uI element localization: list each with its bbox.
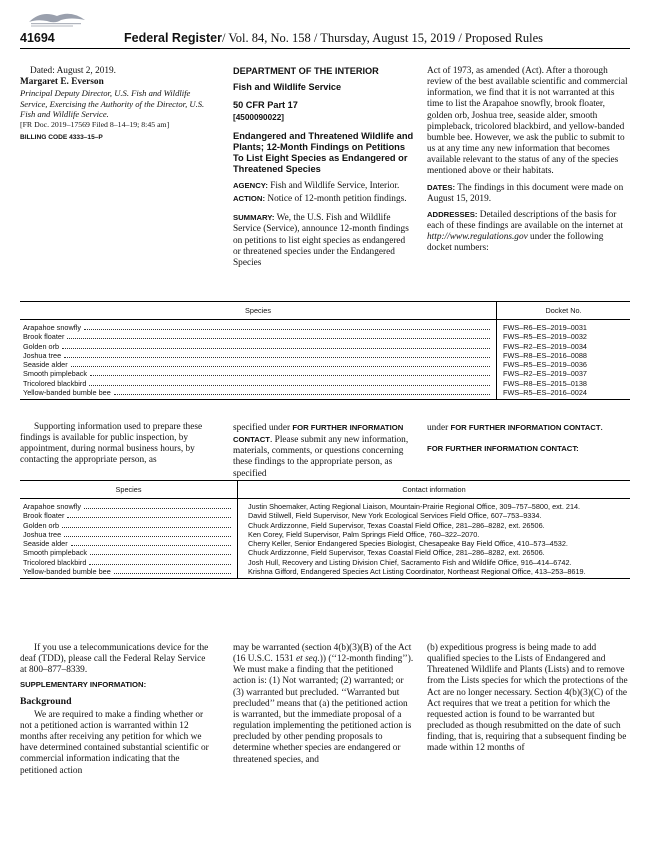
docket-species-cell: Seaside alder (23, 360, 68, 370)
contact-info-cell: Cherry Keller, Senior Endangered Species Biologist, Chesapeake Bay Field Office, 410–573–4532. (248, 539, 568, 549)
docket-species-cell: Tricolored blackbird (23, 378, 87, 388)
middle-text-col2: specified under FOR FURTHER INFORMATION CONTACT. Please submit any new information, materials, comments, or questions concerning these findings to the appropriate person, as specified (233, 423, 409, 479)
middle-text-col3: under FOR FURTHER INFORMATION CONTACT. FOR FURTHER INFORMATION CONTACT: (427, 422, 630, 454)
signature-block (20, 66, 213, 143)
eagle-seal-icon (27, 8, 87, 28)
docket-id: [4500090022] (233, 113, 284, 123)
middle-text-col1: Supporting information used to prepare these findings is available for public inspection, by appointment, during normal business hours, by contacting the appropriate person, as (20, 422, 203, 466)
supplementary-label: SUPPLEMENTARY INFORMATION: (20, 680, 147, 690)
contact-info-header: Contact information (238, 481, 631, 499)
contact-species-cell: Tricolored blackbird (23, 557, 87, 567)
docket-row (20, 360, 630, 369)
docket-row (20, 388, 630, 400)
summary-field: SUMMARY: We, the U.S. Fish and Wildlife Service (Service), announce 12-month findings on petitions to list eight species as endangered or threatened species under the Endangered Species (233, 213, 409, 268)
contact-species-cell: Seaside alder (23, 539, 68, 549)
contact-row (20, 511, 630, 520)
regulations-link[interactable]: http://www.regulations.gov (427, 232, 528, 243)
rule-title: Endangered and Threatened Wildlife and Plants; 12-Month Findings on Petitions To List Eight Species as Endangered or Threatened Species (233, 130, 414, 174)
contact-heading: FOR FURTHER INFORMATION CONTACT: (427, 444, 579, 454)
contact-species-cell: Yellow-banded bumble bee (23, 567, 111, 577)
docket-row (20, 369, 630, 378)
docket-number-cell: FWS–R2–ES–2019–0034 (503, 341, 587, 351)
contact-row (20, 548, 630, 557)
department-name: DEPARTMENT OF THE INTERIOR (233, 66, 379, 76)
agency-label: AGENCY: (233, 181, 268, 190)
dates-field: DATES: The findings in this document were made on August 15, 2019. (427, 182, 624, 204)
contact-info-cell: Chuck Ardizzonne, Field Supervisor, Texas Coastal Field Office, 281–286–8282, ext. 26506. (248, 520, 545, 530)
contact-row (20, 521, 630, 530)
docket-table (20, 301, 630, 400)
action-field: ACTION: Notice of 12-month petition findings. (233, 194, 407, 205)
docket-species-cell: Joshua tree (23, 350, 62, 360)
contact-info-cell: Josh Hull, Recovery and Listing Division Chief, Sacramento Fish and Wildlife Office, 916–414–6742. (248, 557, 572, 567)
dates-label: DATES: (427, 182, 456, 192)
docket-row (20, 320, 630, 333)
contact-info-cell: Chuck Ardizzonne, Field Supervisor, Texas Coastal Field Office, 281–286–8282, ext. 26506. (248, 548, 545, 558)
dated-line: Dated: August 2, 2019. (30, 66, 116, 76)
background-paragraph: We are required to make a finding whether or not a petitioned action is warranted within 12 months after receiving any petition for which we have determined contained substantial scientific or commercial information indicating that the petitioned action (20, 709, 209, 776)
summary-label: SUMMARY: (233, 213, 275, 223)
rule-heading-column (233, 66, 415, 269)
contact-species-header: Species (20, 481, 238, 499)
contact-table (20, 480, 630, 579)
contact-info-cell: Krishna Gifford, Endangered Species Act Listing Coordinator, Northeast Regional Office, 413–253–8619. (238, 567, 631, 579)
docket-number-cell: FWS–R6–ES–2019–0031 (503, 323, 587, 332)
authenticated-gpo-logo (27, 8, 87, 28)
addresses-field: ADDRESSES: Detailed descriptions of the basis for each of these findings are available on the internet at http://www.regulations.gov under the following docket numbers: (427, 209, 623, 254)
docket-number-cell: FWS–R2–ES–2019–0037 (503, 369, 587, 379)
cfr-part: 50 CFR Part 17 (233, 100, 298, 111)
contact-species-cell: Brook floater (23, 511, 65, 521)
contact-species-cell: Golden orb (23, 520, 60, 530)
docket-species-cell: Yellow-banded bumble bee (23, 388, 111, 398)
docket-row (20, 342, 630, 351)
docket-number-cell: FWS–R5–ES–2019–0032 (503, 332, 587, 342)
contact-species-cell: Smooth pimpleback (23, 548, 88, 558)
contact-info-cell: Ken Corey, Field Supervisor, Palm Springs Field Office, 760–322–2070. (248, 529, 480, 539)
issue-info: / Vol. 84, No. 158 / Thursday, August 15, 2019 / Proposed Rules (221, 31, 544, 45)
contact-info-cell: Justin Shoemaker, Acting Regional Liaison, Mountain-Prairie Regional Office, 309–757–5800, ext. 214. (248, 502, 581, 511)
agency-field: AGENCY: Fish and Wildlife Service, Interior. (233, 181, 400, 191)
running-header (124, 31, 543, 46)
docket-species-cell: Smooth pimpleback (23, 369, 88, 379)
contact-row (20, 558, 630, 567)
docket-species-cell: Arapahoe snowfly (23, 323, 82, 332)
bottom-col1 (20, 643, 213, 777)
header-rule (20, 48, 630, 49)
fr-doc-line: [FR Doc. 2019–17569 Filed 8–14–19; 8:45 am] (20, 119, 170, 129)
page-number: 41694 (20, 31, 55, 45)
docket-row (20, 332, 630, 341)
contact-info-cell: David Stilwell, Field Supervisor, New York Ecological Services Field Office, 607–753–9334. (248, 511, 542, 521)
docket-number-cell: FWS–R8–ES–2016–0088 (503, 350, 587, 360)
docket-species-cell: Golden orb (23, 341, 60, 351)
action-label: ACTION: (233, 194, 266, 204)
contact-row (20, 499, 630, 512)
contact-row (20, 530, 630, 539)
docket-row (20, 379, 630, 388)
contact-species-cell: Joshua tree (23, 529, 62, 539)
docket-number-cell: FWS–R8–ES–2015–0138 (503, 378, 587, 388)
contact-species-cell: Arapahoe snowfly (23, 502, 82, 511)
background-heading: Background (20, 695, 72, 707)
publication-name: Federal Register (124, 31, 222, 45)
summary-continued: Act of 1973, as amended (Act). After a thorough review of the best available scientific and commercial information, we find that it is not warranted at this time to list the Arapahoe snowfly, brook floater, golden orb, Joshua tree, seaside alder, smooth pimpleback, tricolored blackbird, and yellow-banded bumble bee. However, we ask the public to submit to us at any time any new information that becomes available relevant to the status of any of the species mentioned above or their habitats. (427, 66, 628, 177)
bottom-col3: (b) expeditious progress is being made to add qualified species to the Lists of Endangered and Threatened Wildlife and Plants (Lists) and to remove from the Lists species for which the protections of the Act are no longer necessary. Section 4(b)(3)(C) of the Act requires that we treat a petition for which the requested action is found to be warranted but precluded as though resubmitted on the date of such finding, that is, requiring that a subsequent finding be made within 12 months of (427, 643, 628, 754)
tdd-paragraph: If you use a telecommunications device for the deaf (TDD), please call the Federal Relay Service at 800–877–8339. (20, 643, 209, 676)
addresses-label: ADDRESSES: (427, 209, 478, 219)
contact-row (20, 539, 630, 548)
signer-name: Margaret E. Everson (20, 77, 104, 88)
agency-name: Fish and Wildlife Service (233, 82, 342, 93)
bottom-col2: may be warranted (section 4(b)(3)(B) of the Act (16 U.S.C. 1531 et seq.)) (‘‘12-month finding’’). We must make a finding that the petitioned action is: (1) Not warranted; (2) warranted; or (3) warranted but precluded. ‘‘Warranted but precluded’’ means that (a) the petitioned action is warranted, but the immediate proposal of a regulation implementing the petitioned action is precluded by other pending proposals to determine whether species are endangered or threatened species, and (233, 643, 414, 765)
docket-species-cell: Brook floater (23, 332, 65, 342)
billing-code: BILLING CODE 4333–15–P (20, 133, 103, 141)
docket-number-header: Docket No. (497, 302, 631, 320)
summary-continued-column (427, 66, 630, 255)
docket-species-header: Species (20, 302, 497, 320)
signer-title: Principal Deputy Director, U.S. Fish and Wildlife Service, Exercising the Authority of the Director, U.S. Fish and Wildlife Service. (20, 88, 205, 120)
contact-row (20, 567, 630, 579)
docket-number-cell: FWS–R5–ES–2019–0036 (503, 360, 587, 370)
docket-row (20, 351, 630, 360)
docket-number-cell: FWS–R5–ES–2016–0024 (497, 388, 631, 400)
